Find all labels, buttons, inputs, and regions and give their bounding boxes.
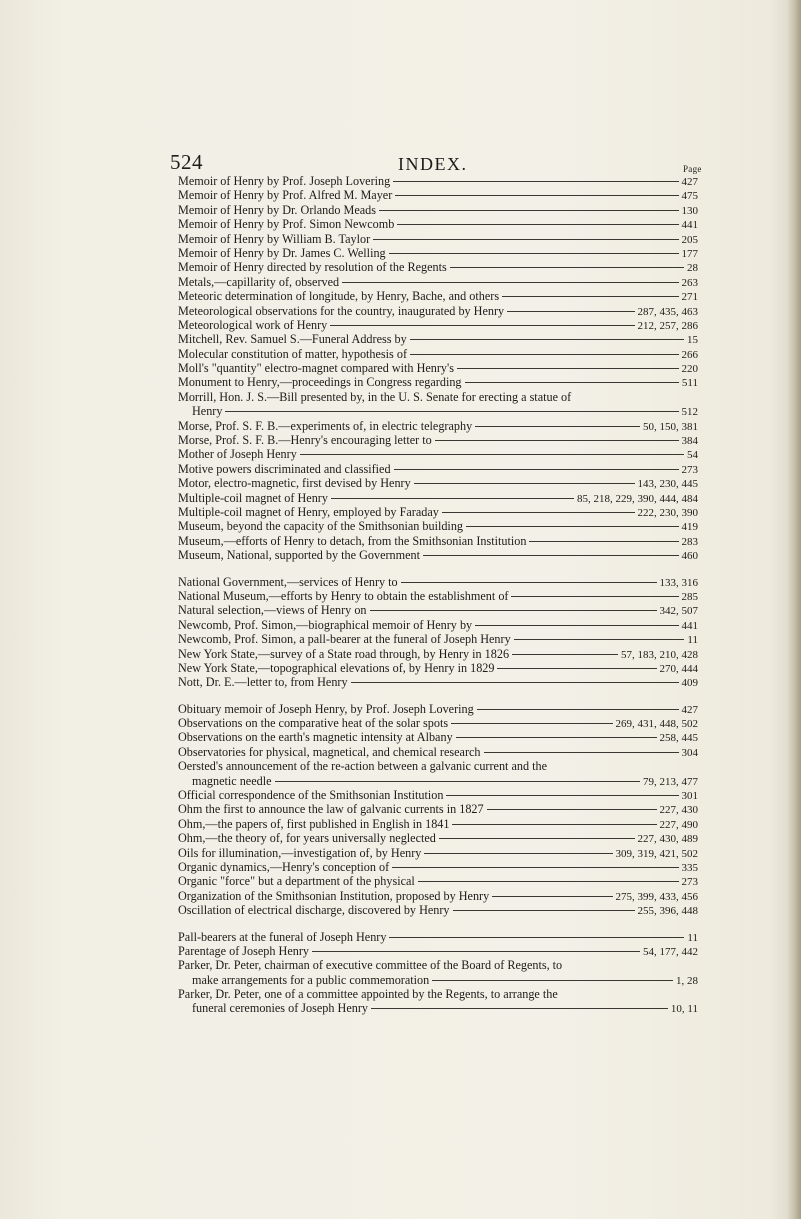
entry-pages: 212, 257, 286 — [637, 319, 698, 332]
entry-line — [178, 519, 698, 533]
entry-line — [178, 874, 698, 888]
page-column-label: Page — [683, 164, 702, 174]
index-entry — [178, 675, 698, 689]
entry-line — [178, 774, 698, 788]
entry-line — [178, 930, 698, 944]
entry-pages: 273 — [681, 876, 698, 889]
entry-line — [178, 476, 698, 490]
dot-leader — [371, 1008, 668, 1009]
dot-leader — [225, 411, 678, 412]
entry-pages: 50, 150, 381 — [643, 420, 698, 433]
entry-text: Memoir of Henry directed by resolution of the Regents — [178, 260, 447, 275]
entry-line — [178, 318, 698, 332]
index-entry — [178, 632, 698, 646]
index-entry — [178, 447, 698, 461]
entry-text: Motor, electro-magnetic, first devised by Henry — [178, 476, 411, 491]
entry-text: Memoir of Henry by William B. Taylor — [178, 231, 371, 246]
page-edge-shadow — [787, 0, 801, 1219]
dot-leader — [511, 596, 678, 597]
entry-line — [178, 846, 698, 860]
entry-text: Obituary memoir of Joseph Henry, by Prof. Joseph Lovering — [178, 701, 474, 716]
entry-line — [178, 973, 698, 987]
entry-pages: 227, 430, 489 — [637, 833, 698, 846]
entry-line — [178, 260, 698, 274]
entry-text: Ohm the first to announce the law of galvanic currents in 1827 — [178, 802, 484, 817]
index-entries — [178, 174, 698, 1016]
index-entry — [178, 289, 698, 303]
dot-leader — [424, 853, 612, 854]
entry-line — [178, 817, 698, 831]
index-entry — [178, 332, 698, 346]
entry-line — [178, 375, 698, 389]
entry-line — [178, 275, 698, 289]
entry-text: Multiple-coil magnet of Henry — [178, 490, 328, 505]
group-separator — [178, 690, 698, 702]
entry-pages: 15 — [687, 334, 698, 347]
entry-pages: 11 — [687, 634, 698, 647]
entry-pages: 427 — [681, 176, 698, 188]
entry-text: Mitchell, Rev. Samuel S.—Funeral Address by — [178, 332, 407, 347]
entry-pages: 460 — [681, 550, 698, 563]
entry-pages: 28 — [687, 262, 698, 275]
entry-line — [178, 232, 698, 246]
entry-line — [178, 217, 698, 231]
entry-line — [178, 462, 698, 476]
index-entry — [178, 548, 698, 562]
entry-pages: 220 — [681, 363, 698, 376]
entry-line — [178, 730, 698, 744]
entry-text: New York State,—survey of a State road through, by Henry in 1826 — [178, 646, 510, 661]
entry-pages: 335 — [681, 861, 698, 874]
dot-leader — [451, 723, 612, 724]
entry-pages: 409 — [681, 677, 698, 690]
entry-line — [178, 203, 698, 217]
dot-leader — [502, 296, 678, 297]
entry-pages: 301 — [681, 790, 698, 803]
entry-line — [178, 534, 698, 548]
entry-text: Museum, beyond the capacity of the Smithsonian building — [178, 519, 464, 534]
index-entry — [178, 846, 698, 860]
entry-pages: 283 — [681, 535, 698, 548]
entry-text: Parker, Dr. Peter, chairman of executive committee of the Board of Regents, to — [178, 958, 563, 973]
entry-pages: 266 — [681, 348, 698, 361]
entry-continuation: make arrangements for a public commemoration — [192, 972, 430, 987]
dot-leader — [300, 454, 684, 455]
entry-text: Parker, Dr. Peter, one of a committee appointed by the Regents, to arrange the — [178, 987, 558, 1002]
entry-pages: 258, 445 — [659, 732, 698, 745]
entry-line — [178, 289, 698, 303]
entry-line — [178, 304, 698, 318]
entry-line — [178, 661, 698, 675]
index-entry — [178, 759, 698, 788]
entry-text: Memoir of Henry by Prof. Alfred M. Mayer — [178, 188, 393, 203]
index-entry — [178, 860, 698, 874]
entry-line — [178, 745, 698, 759]
index-entry — [178, 419, 698, 433]
entry-line — [178, 716, 698, 730]
index-entry — [178, 958, 698, 987]
dot-leader — [465, 382, 679, 383]
dot-leader — [497, 668, 656, 669]
entry-pages: 342, 507 — [659, 605, 698, 618]
entry-pages: 304 — [681, 746, 698, 759]
dot-leader — [370, 610, 657, 611]
entry-pages: 133, 316 — [659, 576, 698, 589]
entry-text: Multiple-coil magnet of Henry, employed by Faraday — [178, 504, 439, 519]
entry-line — [178, 404, 698, 418]
entry-text: Museum,—efforts of Henry to detach, from the Smithsonian Institution — [178, 533, 527, 548]
entry-line — [178, 433, 698, 447]
dot-leader — [484, 752, 679, 753]
entry-continuation: Henry — [192, 404, 223, 419]
dot-leader — [423, 555, 678, 556]
index-entry — [178, 347, 698, 361]
entry-pages: 271 — [681, 291, 698, 304]
index-entry — [178, 476, 698, 490]
entry-continuation: magnetic needle — [192, 773, 272, 788]
dot-leader — [379, 210, 678, 211]
group-separator — [178, 563, 698, 575]
entry-line — [178, 505, 698, 519]
index-entry — [178, 702, 698, 716]
entry-line — [178, 548, 698, 562]
dot-leader — [466, 526, 678, 527]
index-entry — [178, 987, 698, 1016]
entry-line — [178, 944, 698, 958]
index-entry — [178, 491, 698, 505]
dot-leader — [351, 682, 679, 683]
entry-pages: 177 — [681, 247, 698, 260]
index-entry — [178, 519, 698, 533]
entry-pages: 285 — [681, 590, 698, 603]
index-entry — [178, 275, 698, 289]
entry-pages: 441 — [681, 219, 698, 232]
dot-leader — [450, 267, 684, 268]
entry-pages: 475 — [681, 190, 698, 203]
index-entry — [178, 246, 698, 260]
entry-text: Natural selection,—views of Henry on — [178, 603, 367, 618]
dot-leader — [456, 737, 657, 738]
index-entry — [178, 505, 698, 519]
dot-leader — [475, 426, 640, 427]
entry-text: Ohm,—the theory of, for years universally neglected — [178, 831, 436, 846]
index-entry — [178, 802, 698, 816]
entry-text: Parentage of Joseph Henry — [178, 943, 309, 958]
index-entry — [178, 603, 698, 617]
index-entry — [178, 745, 698, 759]
dot-leader — [492, 896, 612, 897]
index-entry — [178, 647, 698, 661]
entry-line — [178, 788, 698, 802]
index-entry — [178, 462, 698, 476]
dot-leader — [275, 781, 640, 782]
dot-leader — [395, 195, 678, 196]
entry-line — [178, 174, 698, 188]
entry-text: Organic dynamics,—Henry's conception of — [178, 859, 390, 874]
entry-text: Organization of the Smithsonian Institution, proposed by Henry — [178, 888, 490, 903]
index-entry — [178, 188, 698, 202]
entry-line — [178, 802, 698, 816]
entry-text: Memoir of Henry by Prof. Joseph Lovering — [178, 174, 391, 188]
index-entry — [178, 390, 698, 419]
dot-leader — [446, 795, 678, 796]
index-entry — [178, 661, 698, 675]
index-entry — [178, 433, 698, 447]
index-entry — [178, 788, 698, 802]
dot-leader — [342, 282, 678, 283]
index-entry — [178, 318, 698, 332]
index-entry — [178, 361, 698, 375]
index-entry — [178, 831, 698, 845]
index-entry — [178, 260, 698, 274]
entry-pages: 143, 230, 445 — [637, 478, 698, 491]
entry-text: National Museum,—efforts by Henry to obtain the establishment of — [178, 588, 509, 603]
index-entry — [178, 716, 698, 730]
index-entry — [178, 944, 698, 958]
entry-pages: 255, 396, 448 — [637, 905, 698, 918]
dot-leader — [477, 709, 679, 710]
dot-leader — [397, 224, 678, 225]
entry-pages: 263 — [681, 276, 698, 289]
dot-leader — [512, 654, 618, 655]
index-entry — [178, 903, 698, 917]
index-entry — [178, 618, 698, 632]
entry-text: Meteorological work of Henry — [178, 317, 328, 332]
entry-text: Morrill, Hon. J. S.—Bill presented by, in the U. S. Senate for erecting a statue of — [178, 389, 572, 404]
entry-text: Official correspondence of the Smithsonian Institution — [178, 788, 444, 803]
entry-text: New York State,—topographical elevations of, by Henry in 1829 — [178, 660, 495, 675]
entry-line — [178, 647, 698, 661]
dot-leader — [435, 440, 679, 441]
dot-leader — [392, 867, 678, 868]
entry-text: Ohm,—the papers of, first published in English in 1841 — [178, 816, 450, 831]
dot-leader — [394, 469, 679, 470]
dot-leader — [330, 325, 634, 326]
entry-text: Organic "force" but a department of the physical — [178, 874, 415, 889]
dot-leader — [439, 838, 635, 839]
entry-pages: 54 — [687, 449, 698, 462]
entry-text: Mother of Joseph Henry — [178, 447, 297, 462]
dot-leader — [389, 937, 684, 938]
dot-leader — [442, 512, 635, 513]
entry-text: Meteorological observations for the country, inaugurated by Henry — [178, 303, 505, 318]
dot-leader — [529, 541, 678, 542]
entry-text: Pall-bearers at the funeral of Joseph Henry — [178, 929, 387, 944]
entry-line — [178, 447, 698, 461]
dot-leader — [410, 339, 684, 340]
entry-line — [178, 1001, 698, 1015]
page-number: 524 — [170, 150, 203, 174]
entry-pages: 130 — [681, 204, 698, 217]
entry-pages: 79, 213, 477 — [643, 775, 698, 788]
entry-line — [178, 491, 698, 505]
dot-leader — [487, 809, 657, 810]
entry-line — [178, 575, 698, 589]
entry-text: Molecular constitution of matter, hypothesis of — [178, 346, 407, 361]
entry-text: Meteoric determination of longitude, by Henry, Bache, and others — [178, 289, 500, 304]
entry-pages: 227, 490 — [659, 818, 698, 831]
page-title: INDEX. — [398, 154, 468, 174]
entry-line — [178, 246, 698, 260]
entry-pages: 427 — [681, 703, 698, 716]
index-entry — [178, 217, 698, 231]
dot-leader — [453, 910, 635, 911]
entry-pages: 512 — [681, 406, 698, 419]
entry-pages: 273 — [681, 463, 698, 476]
entry-text: Morse, Prof. S. F. B.—Henry's encouraging letter to — [178, 433, 432, 448]
entry-line — [178, 860, 698, 874]
entry-line — [178, 332, 698, 346]
entry-pages: 205 — [681, 233, 698, 246]
entry-line — [178, 903, 698, 917]
entry-line — [178, 361, 698, 375]
entry-text: Observations on the comparative heat of the solar spots — [178, 716, 449, 731]
entry-line — [178, 702, 698, 716]
entry-line — [178, 675, 698, 689]
entry-line — [178, 188, 698, 202]
entry-line — [178, 589, 698, 603]
entry-pages: 57, 183, 210, 428 — [621, 648, 698, 661]
index-entry — [178, 889, 698, 903]
entry-pages: 270, 444 — [659, 662, 698, 675]
entry-pages: 511 — [681, 377, 698, 390]
entry-pages: 275, 399, 433, 456 — [615, 890, 698, 903]
entry-line — [178, 831, 698, 845]
dot-leader — [432, 980, 673, 981]
entry-text: Oersted's announcement of the re-action between a galvanic current and the — [178, 759, 548, 774]
index-entry — [178, 304, 698, 318]
entry-text: National Government,—services of Henry to — [178, 574, 398, 589]
index-entry — [178, 930, 698, 944]
dot-leader — [331, 498, 574, 499]
index-entry — [178, 232, 698, 246]
group-separator — [178, 918, 698, 930]
index-entry — [178, 174, 698, 188]
entry-pages: 10, 11 — [670, 1003, 698, 1016]
entry-pages: 441 — [681, 619, 698, 632]
entry-text: Monument to Henry,—proceedings in Congress regarding — [178, 375, 462, 390]
dot-leader — [401, 582, 657, 583]
entry-text: Observatories for physical, magnetical, and chemical research — [178, 744, 481, 759]
index-entry — [178, 575, 698, 589]
dot-leader — [414, 483, 635, 484]
index-entry — [178, 874, 698, 888]
dot-leader — [418, 881, 679, 882]
entry-text: Memoir of Henry by Prof. Simon Newcomb — [178, 217, 395, 232]
dot-leader — [393, 181, 678, 182]
index-entry — [178, 589, 698, 603]
entry-line — [178, 618, 698, 632]
entry-line — [178, 889, 698, 903]
entry-text: Nott, Dr. E.—letter to, from Henry — [178, 675, 348, 690]
entry-text: Metals,—capillarity of, observed — [178, 274, 340, 289]
index-entry — [178, 203, 698, 217]
dot-leader — [514, 639, 685, 640]
entry-text: Newcomb, Prof. Simon, a pall-bearer at the funeral of Joseph Henry — [178, 632, 511, 647]
entry-text: Memoir of Henry by Dr. Orlando Meads — [178, 202, 377, 217]
entry-line — [178, 347, 698, 361]
entry-text: Museum, National, supported by the Government — [178, 548, 421, 563]
entry-continuation: funeral ceremonies of Joseph Henry — [192, 1001, 368, 1016]
entry-text: Oils for illumination,—investigation of, by Henry — [178, 845, 422, 860]
dot-leader — [410, 354, 679, 355]
index-entry — [178, 817, 698, 831]
dot-leader — [452, 824, 656, 825]
entry-pages: 287, 435, 463 — [637, 305, 698, 318]
entry-text: Motive powers discriminated and classified — [178, 461, 391, 476]
entry-pages: 1, 28 — [676, 974, 698, 987]
dot-leader — [475, 625, 678, 626]
index-entry — [178, 730, 698, 744]
entry-text: Memoir of Henry by Dr. James C. Welling — [178, 245, 386, 260]
entry-text: Morse, Prof. S. F. B.—experiments of, in electric telegraphy — [178, 418, 473, 433]
entry-line — [178, 419, 698, 433]
dot-leader — [507, 311, 634, 312]
entry-pages: 419 — [681, 521, 698, 534]
entry-pages: 54, 177, 442 — [643, 945, 698, 958]
entry-text: Oscillation of electrical discharge, discovered by Henry — [178, 903, 450, 918]
entry-text: Moll's "quantity" electro-magnet compared with Henry's — [178, 361, 454, 376]
entry-pages: 11 — [687, 931, 698, 944]
entry-line — [178, 632, 698, 646]
entry-pages: 269, 431, 448, 502 — [615, 718, 698, 731]
entry-pages: 222, 230, 390 — [637, 506, 698, 519]
dot-leader — [457, 368, 679, 369]
index-entry — [178, 534, 698, 548]
entry-text: Observations on the earth's magnetic intensity at Albany — [178, 730, 453, 745]
entry-pages: 227, 430 — [659, 804, 698, 817]
entry-pages: 384 — [681, 435, 698, 448]
dot-leader — [389, 253, 679, 254]
entry-line — [178, 603, 698, 617]
entry-text: Newcomb, Prof. Simon,—biographical memoir of Henry by — [178, 617, 473, 632]
entry-pages: 85, 218, 229, 390, 444, 484 — [577, 492, 698, 505]
entry-pages: 309, 319, 421, 502 — [615, 847, 698, 860]
dot-leader — [373, 239, 678, 240]
index-entry — [178, 375, 698, 389]
dot-leader — [312, 951, 640, 952]
